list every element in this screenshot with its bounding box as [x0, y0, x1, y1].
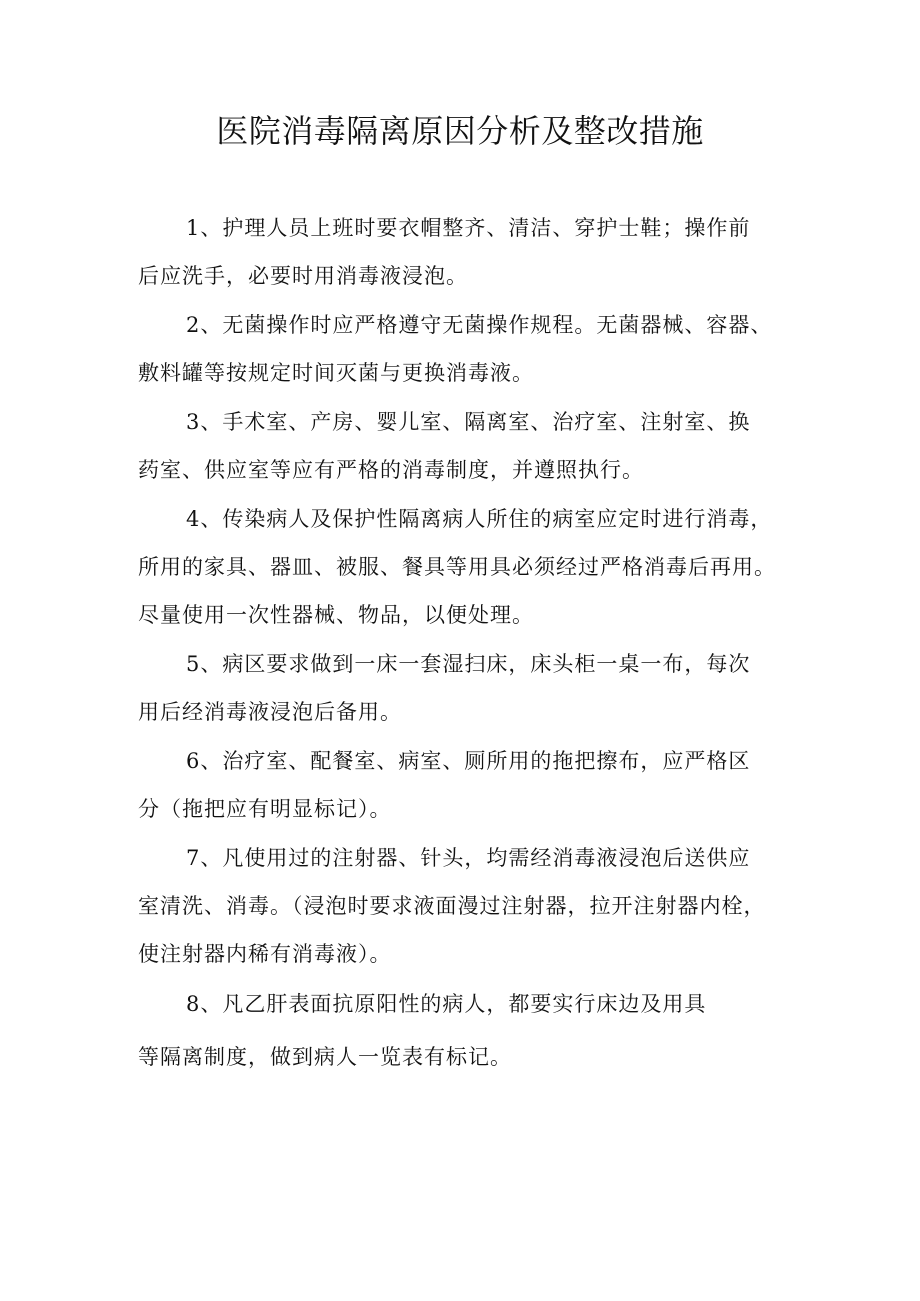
item-8-line-2: 等隔离制度，做到病人一览表有标记。	[138, 1045, 512, 1069]
item-5-line-2: 用后经消毒液浸泡后备用。	[138, 700, 402, 724]
item-4-line-2: 所用的家具、器皿、被服、餐具等用具必须经过严格消毒后再用。	[138, 555, 776, 579]
item-6-line-2: 分（拖把应有明显标记）。	[138, 797, 392, 821]
item-7-line-1: 7、凡使用过的注射器、针头，均需经消毒液浸泡后送供应	[186, 846, 751, 870]
item-3-line-2: 药室、供应室等应有严格的消毒制度，并遵照执行。	[138, 458, 644, 482]
item-7-line-3: 使注射器内稀有消毒液）。	[138, 942, 392, 966]
item-4-line-1: 4、传染病人及保护性隔离病人所住的病室应定时进行消毒，	[186, 507, 773, 531]
item-5-line-1: 5、病区要求做到一床一套湿扫床，床头柜一桌一布，每次	[186, 652, 751, 676]
item-6-line-1: 6、治疗室、配餐室、病室、厕所用的拖把擦布，应严格区	[186, 749, 751, 773]
item-2-line-2: 敷料罐等按规定时间灭菌与更换消毒液。	[138, 361, 534, 385]
document-title: 医院消毒隔离原因分析及整改措施	[216, 112, 704, 150]
item-1-line-2: 后应洗手，必要时用消毒液浸泡。	[138, 264, 468, 288]
item-2-line-1: 2、无菌操作时应严格遵守无菌操作规程。无菌器械、容器、	[186, 313, 773, 337]
item-1-line-1: 1、护理人员上班时要衣帽整齐、清洁、穿护士鞋；操作前	[186, 216, 751, 240]
item-4-line-3: 尽量使用一次性器械、物品，以便处理。	[138, 603, 534, 627]
item-8-line-1: 8、凡乙肝表面抗原阳性的病人，都要实行床边及用具	[186, 992, 707, 1016]
item-3-line-1: 3、手术室、产房、婴儿室、隔离室、治疗室、注射室、换	[186, 410, 751, 434]
item-7-line-2: 室清洗、消毒。（浸泡时要求液面漫过注射器，拉开注射器内栓，	[138, 894, 766, 918]
